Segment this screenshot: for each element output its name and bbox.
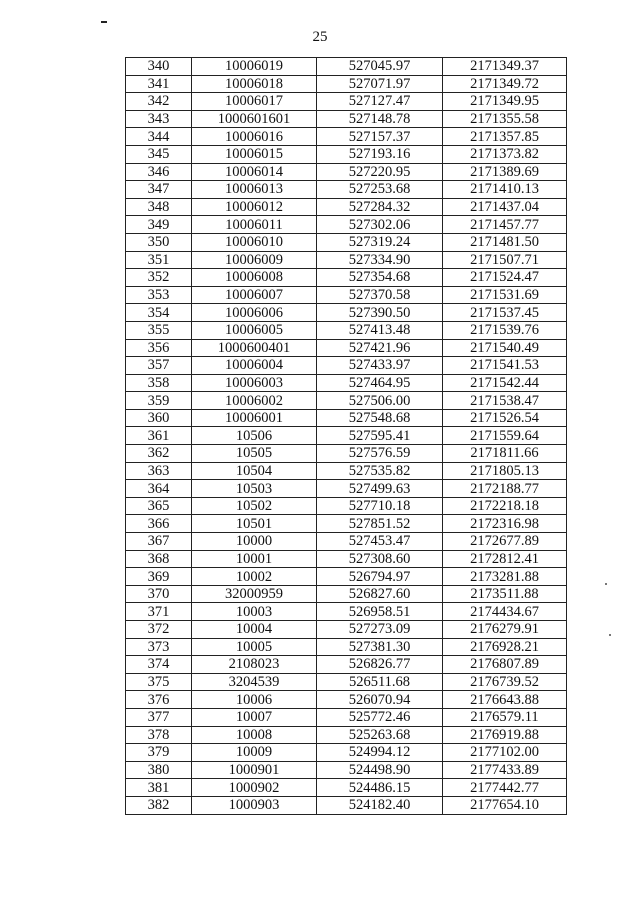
point-number-cell: 377	[126, 708, 192, 726]
point-number-cell: 379	[126, 744, 192, 762]
y-coordinate-cell: 2172188.77	[443, 480, 567, 498]
x-coordinate-cell: 526958.51	[317, 603, 443, 621]
point-number-cell: 353	[126, 286, 192, 304]
y-coordinate-cell: 2174434.67	[443, 603, 567, 621]
table-row	[126, 269, 567, 287]
point-number-cell: 372	[126, 621, 192, 639]
y-coordinate-cell: 2171349.72	[443, 75, 567, 93]
x-coordinate-cell: 524994.12	[317, 744, 443, 762]
table-row	[126, 357, 567, 375]
x-coordinate-cell: 524486.15	[317, 779, 443, 797]
point-id-cell: 10006016	[192, 128, 317, 146]
table-row	[126, 621, 567, 639]
point-id-cell: 1000901	[192, 761, 317, 779]
y-coordinate-cell: 2171410.13	[443, 181, 567, 199]
table-row	[126, 761, 567, 779]
point-id-cell: 1000600401	[192, 339, 317, 357]
point-id-cell: 10009	[192, 744, 317, 762]
point-id-cell: 10006018	[192, 75, 317, 93]
x-coordinate-cell: 527220.95	[317, 163, 443, 181]
x-coordinate-cell: 527576.59	[317, 445, 443, 463]
point-id-cell: 10006011	[192, 216, 317, 234]
table-row	[126, 427, 567, 445]
table-row	[126, 110, 567, 128]
x-coordinate-cell: 527284.32	[317, 198, 443, 216]
y-coordinate-cell: 2171811.66	[443, 445, 567, 463]
point-id-cell: 10006003	[192, 374, 317, 392]
x-coordinate-cell: 527193.16	[317, 145, 443, 163]
table-row	[126, 673, 567, 691]
x-coordinate-cell: 527071.97	[317, 75, 443, 93]
point-number-cell: 346	[126, 163, 192, 181]
x-coordinate-cell: 524498.90	[317, 761, 443, 779]
y-coordinate-cell: 2173281.88	[443, 568, 567, 586]
point-number-cell: 382	[126, 796, 192, 814]
table-row	[126, 726, 567, 744]
x-coordinate-cell: 526827.60	[317, 585, 443, 603]
point-id-cell: 10006014	[192, 163, 317, 181]
x-coordinate-cell: 527370.58	[317, 286, 443, 304]
page-number: 25	[312, 29, 328, 45]
x-coordinate-cell: 527413.48	[317, 321, 443, 339]
y-coordinate-cell: 2171481.50	[443, 233, 567, 251]
x-coordinate-cell: 527127.47	[317, 93, 443, 111]
point-id-cell: 10503	[192, 480, 317, 498]
x-coordinate-cell: 527433.97	[317, 357, 443, 375]
point-id-cell: 10006002	[192, 392, 317, 410]
point-number-cell: 369	[126, 568, 192, 586]
table-row	[126, 568, 567, 586]
table-row	[126, 691, 567, 709]
point-number-cell: 363	[126, 462, 192, 480]
point-number-cell: 370	[126, 585, 192, 603]
y-coordinate-cell: 2171539.76	[443, 321, 567, 339]
y-coordinate-cell: 2176807.89	[443, 656, 567, 674]
table-row	[126, 638, 567, 656]
point-number-cell: 349	[126, 216, 192, 234]
y-coordinate-cell: 2171531.69	[443, 286, 567, 304]
point-id-cell: 10006	[192, 691, 317, 709]
x-coordinate-cell: 526794.97	[317, 568, 443, 586]
corner-mark	[101, 21, 107, 23]
y-coordinate-cell: 2171373.82	[443, 145, 567, 163]
x-coordinate-cell: 527506.00	[317, 392, 443, 410]
x-coordinate-cell: 527354.68	[317, 269, 443, 287]
y-coordinate-cell: 2172677.89	[443, 533, 567, 551]
point-id-cell: 10006015	[192, 145, 317, 163]
table-row	[126, 339, 567, 357]
point-id-cell: 10006001	[192, 409, 317, 427]
point-id-cell: 10006007	[192, 286, 317, 304]
y-coordinate-cell: 2173511.88	[443, 585, 567, 603]
point-number-cell: 354	[126, 304, 192, 322]
point-number-cell: 364	[126, 480, 192, 498]
table-row	[126, 515, 567, 533]
point-number-cell: 362	[126, 445, 192, 463]
point-number-cell: 361	[126, 427, 192, 445]
point-id-cell: 10004	[192, 621, 317, 639]
table-row	[126, 321, 567, 339]
point-id-cell: 10006010	[192, 233, 317, 251]
point-id-cell: 10006019	[192, 58, 317, 76]
y-coordinate-cell: 2171541.53	[443, 357, 567, 375]
table-row	[126, 392, 567, 410]
table-row	[126, 497, 567, 515]
point-number-cell: 342	[126, 93, 192, 111]
x-coordinate-cell: 527390.50	[317, 304, 443, 322]
x-coordinate-cell: 524182.40	[317, 796, 443, 814]
table-row	[126, 216, 567, 234]
point-number-cell: 357	[126, 357, 192, 375]
x-coordinate-cell: 527851.52	[317, 515, 443, 533]
point-id-cell: 10006009	[192, 251, 317, 269]
y-coordinate-cell: 2171355.58	[443, 110, 567, 128]
point-number-cell: 341	[126, 75, 192, 93]
table-row	[126, 796, 567, 814]
point-number-cell: 344	[126, 128, 192, 146]
x-coordinate-cell: 527381.30	[317, 638, 443, 656]
table-row	[126, 251, 567, 269]
table-row	[126, 779, 567, 797]
table-row	[126, 233, 567, 251]
point-id-cell: 3204539	[192, 673, 317, 691]
x-coordinate-cell: 527499.63	[317, 480, 443, 498]
x-coordinate-cell: 527157.37	[317, 128, 443, 146]
point-id-cell: 10006013	[192, 181, 317, 199]
point-number-cell: 348	[126, 198, 192, 216]
y-coordinate-cell: 2171437.04	[443, 198, 567, 216]
x-coordinate-cell: 527308.60	[317, 550, 443, 568]
point-number-cell: 360	[126, 409, 192, 427]
y-coordinate-cell: 2171349.95	[443, 93, 567, 111]
y-coordinate-cell: 2171559.64	[443, 427, 567, 445]
table-row	[126, 550, 567, 568]
point-id-cell: 10006017	[192, 93, 317, 111]
point-number-cell: 345	[126, 145, 192, 163]
point-number-cell: 356	[126, 339, 192, 357]
x-coordinate-cell: 527319.24	[317, 233, 443, 251]
point-id-cell: 10506	[192, 427, 317, 445]
x-coordinate-cell: 527273.09	[317, 621, 443, 639]
y-coordinate-cell: 2171526.54	[443, 409, 567, 427]
table-row	[126, 744, 567, 762]
y-coordinate-cell: 2171507.71	[443, 251, 567, 269]
x-coordinate-cell: 526511.68	[317, 673, 443, 691]
point-number-cell: 368	[126, 550, 192, 568]
table-row	[126, 145, 567, 163]
coordinates-table	[125, 57, 567, 815]
x-coordinate-cell: 525263.68	[317, 726, 443, 744]
point-id-cell: 2108023	[192, 656, 317, 674]
point-id-cell: 10008	[192, 726, 317, 744]
point-id-cell: 10006012	[192, 198, 317, 216]
y-coordinate-cell: 2171805.13	[443, 462, 567, 480]
x-coordinate-cell: 527334.90	[317, 251, 443, 269]
table-row	[126, 75, 567, 93]
y-coordinate-cell: 2176919.88	[443, 726, 567, 744]
x-coordinate-cell: 527548.68	[317, 409, 443, 427]
table-row	[126, 286, 567, 304]
table-row	[126, 480, 567, 498]
point-id-cell: 32000959	[192, 585, 317, 603]
scan-speck	[609, 634, 611, 636]
point-number-cell: 347	[126, 181, 192, 199]
point-number-cell: 380	[126, 761, 192, 779]
point-number-cell: 373	[126, 638, 192, 656]
y-coordinate-cell: 2176579.11	[443, 708, 567, 726]
point-number-cell: 381	[126, 779, 192, 797]
table-row	[126, 462, 567, 480]
point-id-cell: 10501	[192, 515, 317, 533]
coordinates-table-body	[126, 58, 567, 815]
y-coordinate-cell: 2177433.89	[443, 761, 567, 779]
point-id-cell: 10006005	[192, 321, 317, 339]
point-number-cell: 374	[126, 656, 192, 674]
point-id-cell: 10504	[192, 462, 317, 480]
table-row	[126, 374, 567, 392]
table-row	[126, 128, 567, 146]
point-number-cell: 367	[126, 533, 192, 551]
y-coordinate-cell: 2176739.52	[443, 673, 567, 691]
x-coordinate-cell: 525772.46	[317, 708, 443, 726]
point-id-cell: 10002	[192, 568, 317, 586]
point-number-cell: 365	[126, 497, 192, 515]
table-row	[126, 198, 567, 216]
point-number-cell: 358	[126, 374, 192, 392]
table-row	[126, 585, 567, 603]
table-row	[126, 163, 567, 181]
y-coordinate-cell: 2171349.37	[443, 58, 567, 76]
x-coordinate-cell: 526070.94	[317, 691, 443, 709]
point-id-cell: 10005	[192, 638, 317, 656]
y-coordinate-cell: 2171457.77	[443, 216, 567, 234]
y-coordinate-cell: 2176643.88	[443, 691, 567, 709]
y-coordinate-cell: 2171537.45	[443, 304, 567, 322]
y-coordinate-cell: 2172812.41	[443, 550, 567, 568]
y-coordinate-cell: 2176279.91	[443, 621, 567, 639]
y-coordinate-cell: 2171357.85	[443, 128, 567, 146]
point-number-cell: 355	[126, 321, 192, 339]
point-id-cell: 10502	[192, 497, 317, 515]
scan-speck	[605, 583, 607, 585]
point-id-cell: 10006004	[192, 357, 317, 375]
table-row	[126, 603, 567, 621]
table-row	[126, 409, 567, 427]
table-row	[126, 93, 567, 111]
point-number-cell: 352	[126, 269, 192, 287]
x-coordinate-cell: 527453.47	[317, 533, 443, 551]
x-coordinate-cell: 527045.97	[317, 58, 443, 76]
point-id-cell: 10000	[192, 533, 317, 551]
y-coordinate-cell: 2171538.47	[443, 392, 567, 410]
y-coordinate-cell: 2171542.44	[443, 374, 567, 392]
point-number-cell: 366	[126, 515, 192, 533]
point-id-cell: 10006008	[192, 269, 317, 287]
x-coordinate-cell: 527421.96	[317, 339, 443, 357]
y-coordinate-cell: 2171540.49	[443, 339, 567, 357]
table-row	[126, 656, 567, 674]
point-id-cell: 1000903	[192, 796, 317, 814]
y-coordinate-cell: 2171524.47	[443, 269, 567, 287]
table-row	[126, 304, 567, 322]
point-id-cell: 1000601601	[192, 110, 317, 128]
x-coordinate-cell: 527302.06	[317, 216, 443, 234]
x-coordinate-cell: 527710.18	[317, 497, 443, 515]
y-coordinate-cell: 2176928.21	[443, 638, 567, 656]
point-id-cell: 10006006	[192, 304, 317, 322]
y-coordinate-cell: 2172316.98	[443, 515, 567, 533]
point-id-cell: 1000902	[192, 779, 317, 797]
table-row	[126, 445, 567, 463]
point-number-cell: 359	[126, 392, 192, 410]
point-id-cell: 10505	[192, 445, 317, 463]
point-number-cell: 340	[126, 58, 192, 76]
table-row	[126, 708, 567, 726]
x-coordinate-cell: 527148.78	[317, 110, 443, 128]
y-coordinate-cell: 2172218.18	[443, 497, 567, 515]
x-coordinate-cell: 527535.82	[317, 462, 443, 480]
point-number-cell: 343	[126, 110, 192, 128]
point-number-cell: 376	[126, 691, 192, 709]
y-coordinate-cell: 2177654.10	[443, 796, 567, 814]
point-number-cell: 378	[126, 726, 192, 744]
point-id-cell: 10003	[192, 603, 317, 621]
table-row	[126, 533, 567, 551]
point-id-cell: 10007	[192, 708, 317, 726]
point-number-cell: 351	[126, 251, 192, 269]
point-number-cell: 371	[126, 603, 192, 621]
x-coordinate-cell: 527253.68	[317, 181, 443, 199]
table-row	[126, 181, 567, 199]
x-coordinate-cell: 527464.95	[317, 374, 443, 392]
x-coordinate-cell: 526826.77	[317, 656, 443, 674]
y-coordinate-cell: 2177442.77	[443, 779, 567, 797]
x-coordinate-cell: 527595.41	[317, 427, 443, 445]
y-coordinate-cell: 2177102.00	[443, 744, 567, 762]
y-coordinate-cell: 2171389.69	[443, 163, 567, 181]
point-id-cell: 10001	[192, 550, 317, 568]
point-number-cell: 375	[126, 673, 192, 691]
point-number-cell: 350	[126, 233, 192, 251]
table-row	[126, 58, 567, 76]
